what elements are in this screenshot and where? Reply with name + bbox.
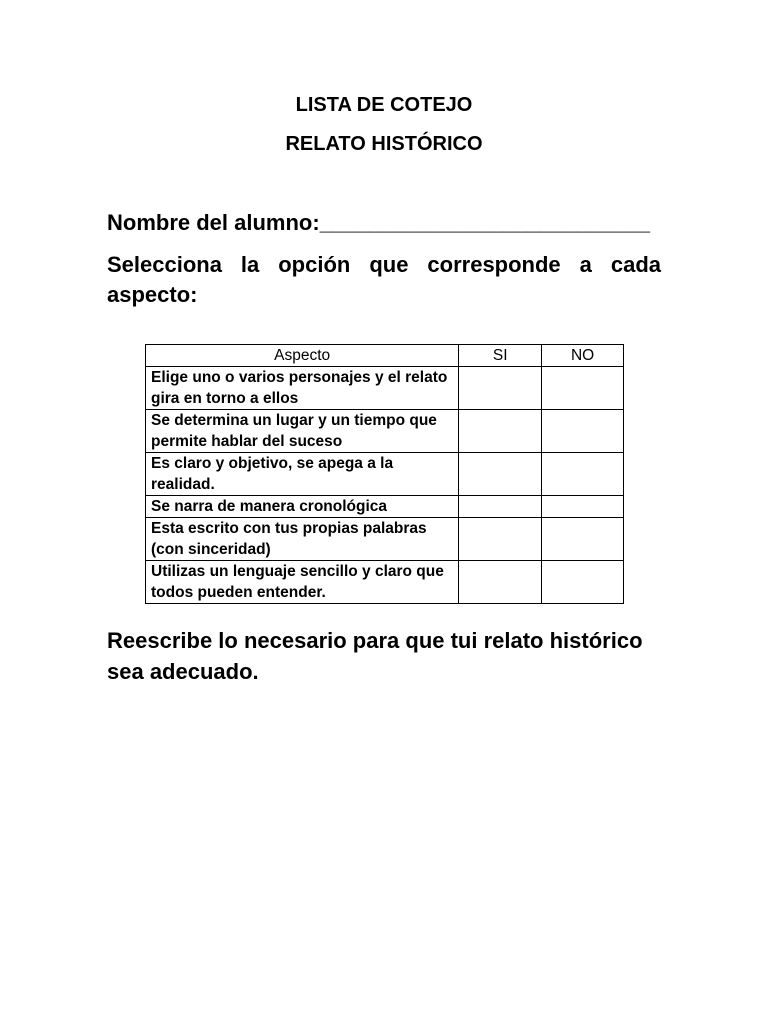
header-no: NO: [542, 345, 624, 367]
si-cell[interactable]: [459, 496, 542, 518]
table-row: [146, 410, 624, 453]
aspecto-cell: Se determina un lugar y un tiempo que permite hablar del suceso: [146, 410, 459, 453]
header-si: SI: [459, 345, 542, 367]
checklist-table: [145, 344, 624, 604]
table-header-row: [146, 345, 624, 367]
student-name-blank[interactable]: ___________________________: [319, 210, 651, 235]
no-cell[interactable]: [542, 496, 624, 518]
no-cell[interactable]: [542, 410, 624, 453]
aspecto-cell: Elige uno o varios personajes y el relato gira en torno a ellos: [146, 367, 459, 410]
document-title: LISTA DE COTEJO: [295, 94, 473, 116]
table-row: [146, 367, 624, 410]
si-cell[interactable]: [459, 453, 542, 496]
student-name-label: Nombre del alumno:: [107, 210, 320, 235]
aspecto-cell: Es claro y objetivo, se apega a la realidad.: [146, 453, 459, 496]
no-cell[interactable]: [542, 518, 624, 561]
no-cell[interactable]: [542, 561, 624, 604]
si-cell[interactable]: [459, 561, 542, 604]
document-subtitle: RELATO HISTÓRICO: [285, 133, 483, 155]
instruction-text: Selecciona la opción que corresponde a cada aspecto:: [107, 252, 661, 307]
student-name-line: [107, 208, 661, 238]
si-cell[interactable]: [459, 367, 542, 410]
header-aspecto: Aspecto: [146, 345, 459, 367]
no-cell[interactable]: [542, 367, 624, 410]
aspecto-cell: Utilizas un lenguaje sencillo y claro que todos pueden entender.: [146, 561, 459, 604]
table-row: [146, 518, 624, 561]
si-cell[interactable]: [459, 518, 542, 561]
closing-instruction: Reescribe lo necesario para que tui relato histórico sea adecuado.: [107, 628, 643, 684]
si-cell[interactable]: [459, 410, 542, 453]
no-cell[interactable]: [542, 453, 624, 496]
table-row: [146, 496, 624, 518]
aspecto-cell: Se narra de manera cronológica: [146, 496, 459, 518]
table-row: [146, 453, 624, 496]
table-row: [146, 561, 624, 604]
aspecto-cell: Esta escrito con tus propias palabras (con sinceridad): [146, 518, 459, 561]
